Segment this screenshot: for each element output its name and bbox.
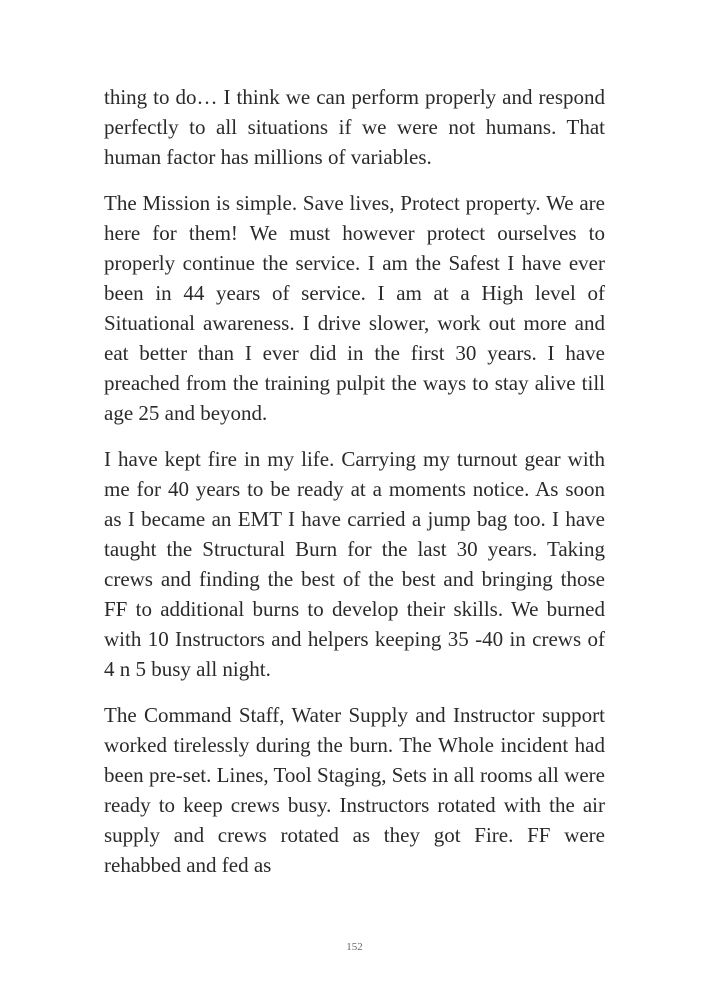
paragraph-1: thing to do… I think we can perform properly and respond perfectly to all situations if we were not humans. That human factor has millions of variables. [104,85,605,169]
page-number: 152 [346,941,363,953]
paragraph-3: I have kept fire in my life. Carrying my turnout gear with me for 40 years to be ready at a moments notice. As soon as I became an EMT I have carried a jump bag too. I have taught the Structural Burn for the last 30 years. Taking crews and finding the best of the best and bringing those FF to additional burns to develop their skills. We burned with 10 Instructors and helpers keeping 35 -40 in crews of 4 n 5 busy all night. [104,447,605,681]
body-text [104,82,605,896]
paragraph-2: The Mission is simple. Save lives, Protect property. We are here for them! We must however protect ourselves to properly continue the service. I am the Safest I have ever been in 44 years of service. I am at a High level of Situational awareness. I drive slower, work out more and eat better than I ever did in the first 30 years. I have preached from the training pulpit the ways to stay alive till age 25 and beyond. [104,191,605,425]
paragraph-4: The Command Staff, Water Supply and Instructor support worked tirelessly during the burn. The Whole incident had been pre-set. Lines, Tool Staging, Sets in all rooms all were ready to keep crews busy. Instructors rotated with the air supply and crews rotated as they got Fire. FF were rehabbed and fed as [104,703,605,877]
